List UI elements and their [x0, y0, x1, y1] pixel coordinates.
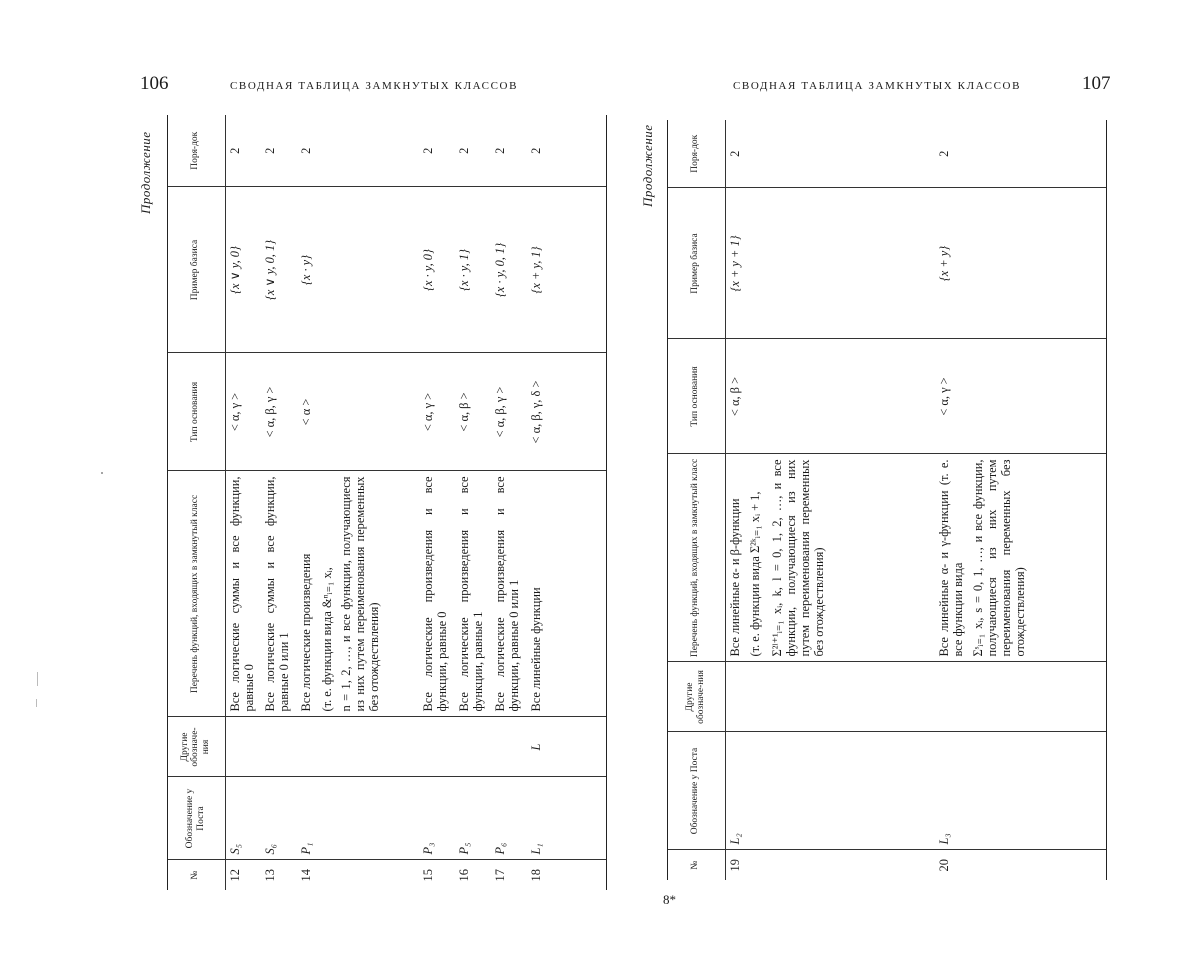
row-list: Все логические суммы и все функции, равные 0 или 1	[261, 471, 297, 717]
row-list-more: Σˢᵢ₌₁ xᵢ, s = 0, 1, …, и все функции, получающиеся из них путем переименования переменных без отождествления)	[971, 459, 1028, 657]
header-num: №	[667, 850, 725, 880]
left-table-frame	[167, 115, 607, 890]
header-post: Обозначение у Поста	[167, 777, 225, 860]
row-type: < α, β, γ >	[491, 353, 527, 471]
header-basis: Пример базиса	[667, 188, 725, 339]
row-post: P₆	[491, 777, 527, 860]
row-order: 2	[935, 120, 1107, 188]
row-post: S₆	[261, 777, 297, 860]
row-num: 19	[727, 859, 742, 872]
row-list-formula: (т. е. функции вида Σ²ᵏᵢ₌₁ xᵢ + 1,	[747, 491, 762, 657]
row-other: L	[527, 717, 607, 777]
row-num: 17	[493, 869, 507, 882]
row-basis: {x + y, 1}	[527, 187, 607, 353]
right-table-frame	[667, 120, 1107, 880]
row-type: < α, β, γ >	[261, 353, 297, 471]
row-order: 2	[725, 120, 935, 188]
row-list-text: Все логические произведения	[299, 553, 313, 712]
row-num: 20	[937, 859, 951, 872]
row-basis: {x ∨ y, 0}	[225, 187, 261, 353]
header-type: Тип основания	[167, 353, 225, 471]
row-post: L₃	[935, 732, 1107, 850]
row-list: Все логические произведения и все функции, равные 0	[419, 471, 455, 717]
row-order: 2	[297, 115, 419, 187]
scan-mark	[37, 672, 38, 686]
header-type: Тип основания	[667, 339, 725, 454]
left-table-wrapper	[167, 115, 607, 890]
row-type: < α, γ >	[225, 353, 261, 471]
row-type: < α, β >	[455, 353, 491, 471]
row-order: 2	[261, 115, 297, 187]
row-list: Все линейные функции	[527, 471, 607, 717]
row-post: P₅	[455, 777, 491, 860]
scan-dot	[101, 472, 103, 474]
header-list: Перечень функций, входящих в замкнутый класс	[167, 471, 225, 717]
row-type: < α, γ >	[419, 353, 455, 471]
row-list-more: Σ²ˡ⁺¹ᵢ₌₁ xᵢ, k, l = 0, 1, 2, …, и все функции, получающиеся из них путем переименования переменных без отождествления)	[769, 459, 826, 657]
row-num: 13	[263, 869, 277, 882]
left-page-number: 106	[140, 73, 169, 94]
row-order: 2	[527, 115, 607, 187]
left-running-title: СВОДНАЯ ТАБЛИЦА ЗАМКНУТЫХ КЛАССОВ	[230, 80, 519, 92]
row-list-text: Все линейные α- и γ-функции (т. е. все функции вида	[937, 459, 966, 657]
header-other: Другие обозначе-ния	[667, 662, 725, 732]
right-table-wrapper	[667, 120, 1107, 880]
right-running-title: СВОДНАЯ ТАБЛИЦА ЗАМКНУТЫХ КЛАССОВ	[733, 80, 1022, 92]
row-type: < α, γ >	[935, 339, 1107, 454]
row-list: Все логические произведения и все функции, равные 1	[455, 471, 491, 717]
header-num: №	[167, 860, 225, 890]
header-post: Обозначение у Поста	[667, 732, 725, 850]
row-post: P₃	[419, 777, 455, 860]
row-num: 12	[227, 869, 242, 882]
row-list-formula: (т. е. функции вида &ⁿᵢ₌₁ xᵢ,	[320, 567, 335, 712]
row-type: < α, β, γ, δ >	[527, 353, 607, 471]
row-list-more: n = 1, 2, …, и все функции, получающиеся из них путем переименования переменных без отождествления)	[339, 476, 382, 712]
row-order: 2	[225, 115, 261, 187]
row-basis: {x · y}	[297, 187, 419, 353]
right-folio: 8*	[663, 892, 676, 907]
row-post: S₅	[225, 777, 261, 860]
row-post: L₂	[725, 732, 935, 850]
row-basis: {x + y}	[935, 188, 1107, 339]
left-continued-label: Продолжение	[138, 131, 153, 214]
row-list: Все логические суммы и все функции, равные 0	[225, 471, 261, 717]
row-num: 15	[421, 869, 435, 882]
header-basis: Пример базиса	[167, 187, 225, 353]
row-list: Все логические произведения и все функции, равные 0 или 1	[491, 471, 527, 717]
right-page-number: 107	[1082, 73, 1111, 94]
row-type: < α >	[297, 353, 419, 471]
header-list: Перечень функций, входящих в замкнутый класс	[667, 454, 725, 662]
right-continued-label: Продолжение	[640, 124, 655, 207]
row-num: 18	[529, 869, 543, 882]
row-basis: {x · y, 0}	[419, 187, 455, 353]
row-list-text: Все линейные α- и β-функции	[727, 498, 742, 657]
row-post: L₁	[527, 777, 607, 860]
row-basis: {x · y, 0, 1}	[491, 187, 527, 353]
row-basis: {x · y, 1}	[455, 187, 491, 353]
header-order: Поря-док	[167, 115, 225, 187]
row-basis: {x ∨ y, 0, 1}	[261, 187, 297, 353]
row-order: 2	[419, 115, 455, 187]
row-type: < α, β >	[725, 339, 935, 454]
scan-mark	[36, 699, 37, 707]
row-order: 2	[491, 115, 527, 187]
row-order: 2	[455, 115, 491, 187]
header-order: Поря-док	[667, 120, 725, 188]
header-other: Другие обозначе-ния	[167, 717, 225, 777]
row-num: 14	[299, 869, 313, 882]
row-num: 16	[457, 869, 471, 882]
row-post: P₁	[297, 777, 419, 860]
row-basis: {x + y + 1}	[725, 188, 935, 339]
